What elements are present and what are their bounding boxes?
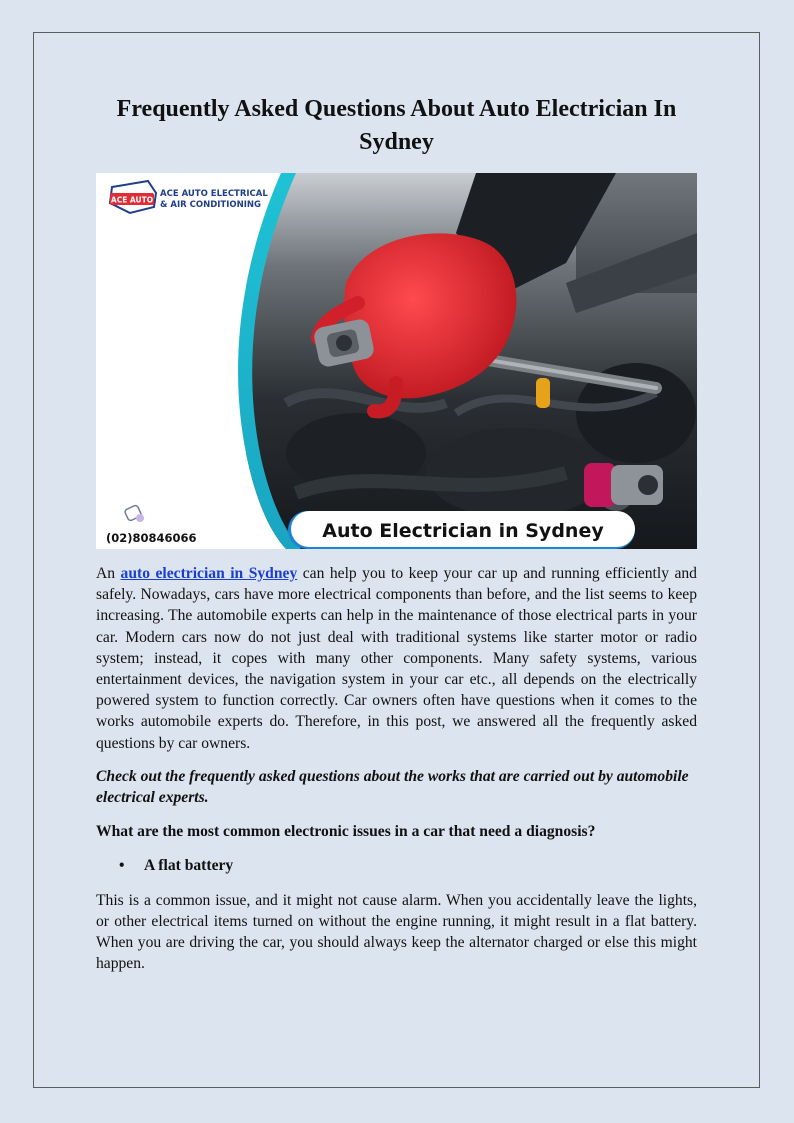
page-title: Frequently Asked Questions About Auto Electrician In Sydney [116,96,677,155]
bullet-marker: • [119,857,125,875]
logo-badge-text: ACE AUTO [110,195,154,205]
article-body [96,563,697,974]
hero-image [96,173,697,549]
intro-body: can help you to keep your car up and running efficiently and safely. Nowadays, cars have more electrical components than before, and the list seems to keep increasing. The automobile experts can help in the maintenance of those electrical parts in your car. Modern cars now do not just deal with traditional systems like starter motor or radio system; instead, it copes with many other components. Many safety systems, various entertainment devices, the navigation system in your car etc., all depends on the electrically powered system to function correctly. Car owners often have questions when it comes to the works automobile experts do. Therefore, in this post, we answered all the frequently asked questions by car owners. [96,565,697,752]
list-item [96,855,697,876]
intro-paragraph [96,563,697,754]
question-heading: What are the most common electronic issues in a car that need a diagnosis? [96,823,596,841]
auto-electrician-link[interactable]: auto electrician in Sydney [120,565,298,582]
logo-line-2: & AIR CONDITIONING [160,200,261,210]
phone-number: (02)80846066 [106,531,197,545]
banner-text: Auto Electrician in Sydney [322,520,604,542]
list-item-label: A flat battery [144,857,234,875]
answer-paragraph: This is a common issue, and it might not cause alarm. When you accidentally leave the lights, or other electrical items turned on without the engine running, it might result in a flat battery. When you are driving the car, you should always keep the alternator charged or else this might happen. [96,891,697,973]
logo-line-1: ACE AUTO ELECTRICAL [160,189,268,199]
intro-lead: An [96,565,121,582]
bullet-list [96,855,697,876]
callout-text: Check out the frequently asked questions about the works that are carried out by automobile electrical experts. [96,767,689,807]
